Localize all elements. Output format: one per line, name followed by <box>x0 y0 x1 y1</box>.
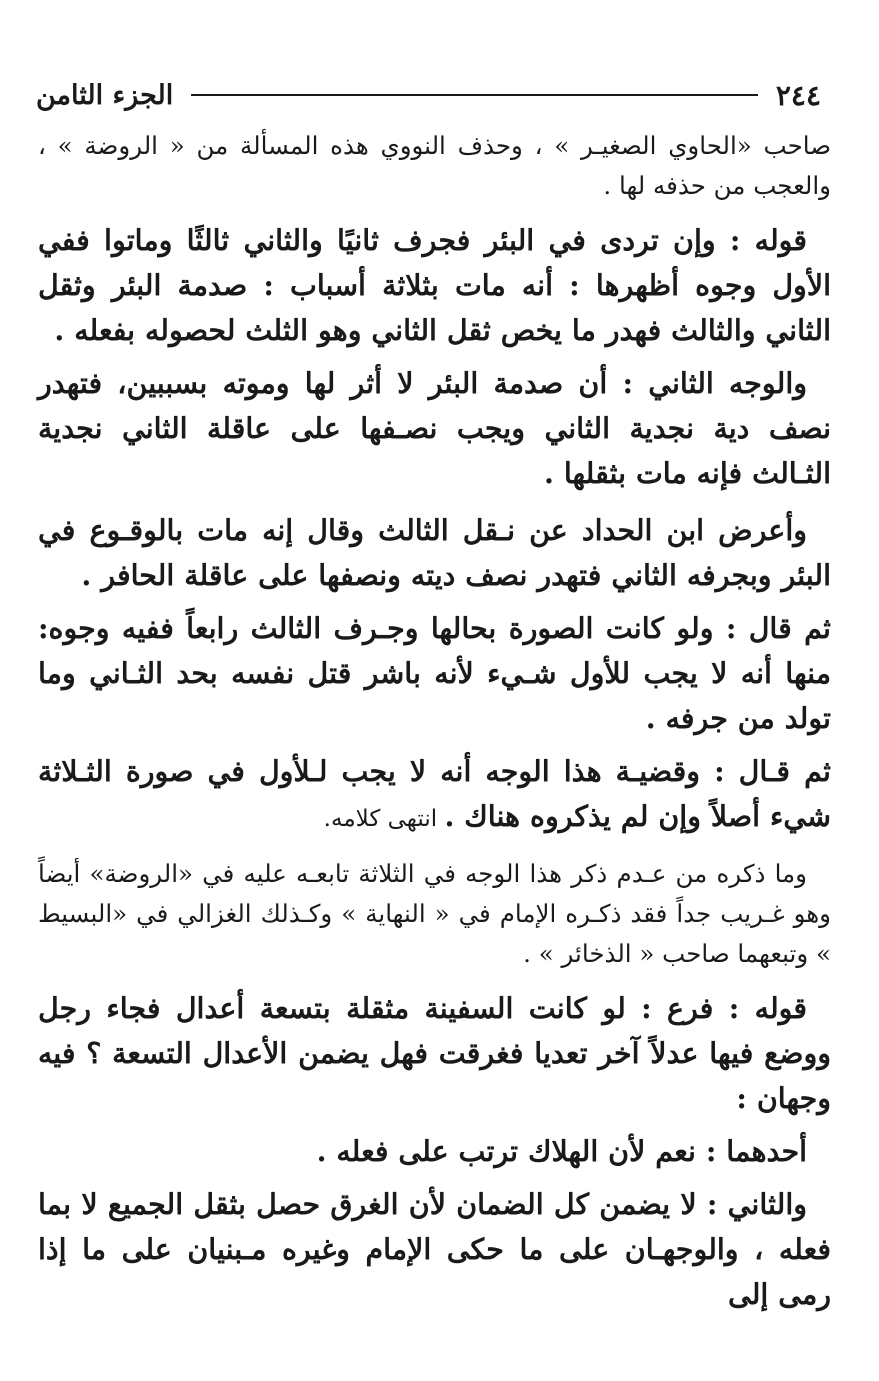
paragraph-second-opinion: والثاني : لا يضمن كل الضمان لأن الغرق حصل بثقل الجميع لا بما فعله ، والوجهـان على ما حكى الإمام وغيره مـبنيان على ما إذا رمى إلى <box>38 1187 831 1311</box>
paragraph-first-view: أحدهما : نعم لأن الهلاك ترتب على فعله . <box>316 1134 807 1168</box>
then-said-text: ثم قـال : وقضيـة هذا الوجه أنه لا يجب لـلأول في صورة الثـلاثة شيء أصلاً وإن لم يذكروه هناك . <box>38 754 831 833</box>
paragraph-ship-branch: قوله : فرع : لو كانت السفينة مثقلة بتسعة أعدال فجاء رجل ووضع فيها عدلاً آخر تعديا فغرقت فهل يضمن الأعدال التسعة ؟ فيه وجهان : <box>38 991 831 1115</box>
paragraph-then-said-2 <box>38 749 831 842</box>
paragraph-then-said-1: ثم قال : ولو كانت الصورة بحالها وجـرف الثالث رابعاً ففيه وجوه: منها أنه لا يجب للأول شـيء لأنه باشر قتل نفسه بحد الثـاني وما تولد من جرفه . <box>38 611 831 735</box>
paragraph-quote-1: قوله : وإن تردى في البئر فجرف ثانيًا والثاني ثالثًا وماتوا ففي الأول وجوه أظهرها : أنه مات بثلاثة أسباب : صدمة البئر وثقل الثاني والثالث فهدر ما يخص ثقل الثاني وهو الثلث لحصوله بفعله . <box>38 223 831 347</box>
paragraph-second-view: والوجه الثاني : أن صدمة البئر لا أثر لها وموته بسببين، فتهدر نصف دية نجدية الثاني ويجب نصـفها على عاقلة الثاني نجدية الثـالث فإنه مات بثقلها . <box>38 366 831 490</box>
running-header <box>36 72 821 118</box>
page-number: ٢٤٤ <box>775 78 821 112</box>
header-rule <box>191 94 758 96</box>
paragraph-commentary: وما ذكره من عـدم ذكر هذا الوجه في الثلاثة تابعـه عليه في «الروضة» أيضاً وهو غـريب جداً فقد ذكـره الإمام في « النهاية » وكـذلك الغزالي في «البسيط » وتبعهما صاحب « الذخائر » . <box>38 859 831 968</box>
paragraph-continuation: صاحب «الحاوي الصغيـر » ، وحذف النووي هذه المسألة من « الروضة » ، والعجب من حذفه لها . <box>38 131 831 200</box>
page-body <box>38 126 831 1317</box>
end-of-quote-text: انتهى كلامه. <box>323 806 445 832</box>
part-title: الجزء الثامن <box>36 79 174 111</box>
paragraph-ibn-alhaddad: وأعرض ابن الحداد عن نـقل الثالث وقال إنه مات بالوقـوع في البئر وبجرفه الثاني فتهدر نصف ديته ونصفها على عاقلة الحافر . <box>38 513 831 592</box>
